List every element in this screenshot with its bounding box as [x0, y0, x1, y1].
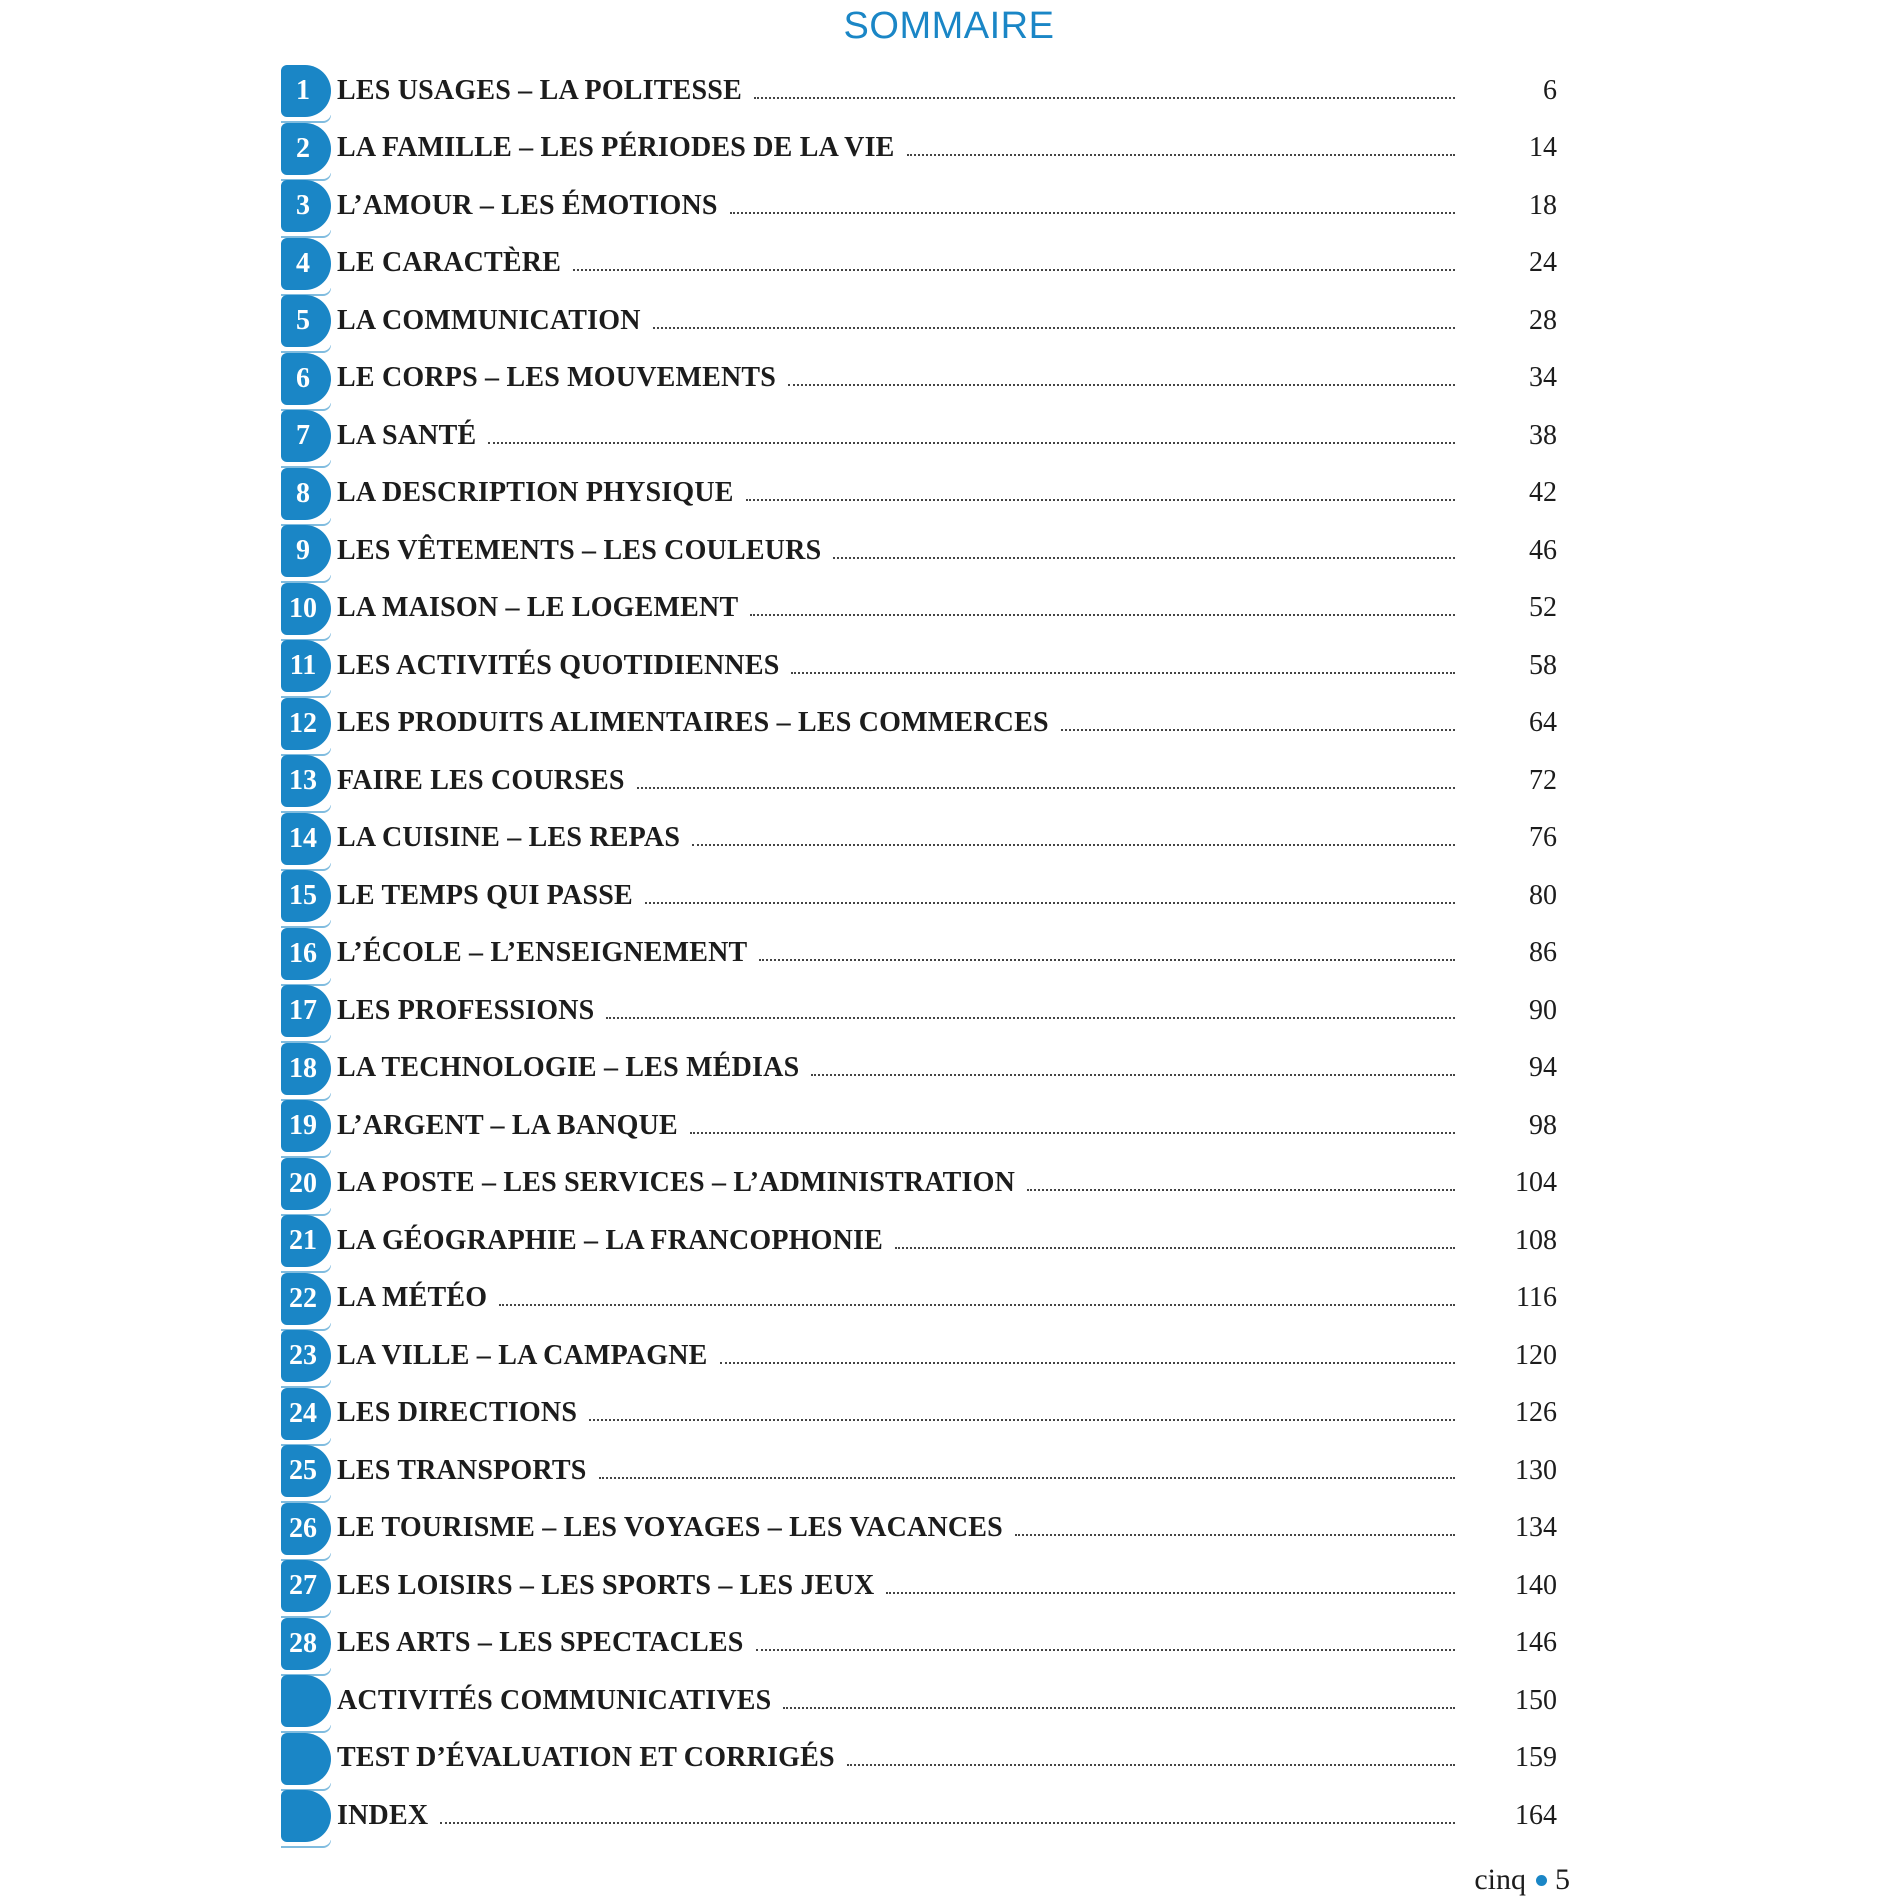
chapter-number-badge: 4 — [281, 238, 331, 290]
chapter-title: LA TECHNOLOGIE – LES MÉDIAS — [337, 1052, 800, 1084]
toc-entry[interactable] — [289, 637, 1557, 695]
chapter-title: LES DIRECTIONS — [337, 1397, 578, 1429]
toc-entry[interactable] — [296, 522, 1557, 580]
toc-entry[interactable] — [296, 120, 1557, 178]
footer-page-number: 5 — [1555, 1863, 1570, 1896]
dot-leader — [637, 787, 1455, 789]
chapter-number-badge — [281, 1733, 331, 1785]
page-footer — [1474, 1862, 1570, 1898]
dot-leader — [886, 1592, 1455, 1594]
chapter-title: LA MÉTÉO — [337, 1282, 488, 1314]
dot-leader — [833, 557, 1455, 559]
page-number: 38 — [1529, 419, 1557, 451]
toc-entry[interactable] — [296, 62, 1557, 120]
toc-entry[interactable] — [289, 1385, 1557, 1443]
chapter-number-badge: 14 — [281, 813, 331, 865]
dot-leader — [606, 1017, 1455, 1019]
page-number: 130 — [1515, 1454, 1557, 1486]
chapter-number-badge: 22 — [281, 1273, 331, 1325]
dot-leader — [788, 384, 1455, 386]
chapter-number-badge: 23 — [281, 1330, 331, 1382]
table-of-contents — [289, 62, 1557, 1845]
chapter-number-badge: 8 — [281, 468, 331, 520]
toc-entry[interactable] — [289, 810, 1557, 868]
dot-leader — [746, 499, 1455, 501]
chapter-number-badge: 17 — [281, 985, 331, 1037]
toc-entry[interactable] — [296, 177, 1557, 235]
page-number: 98 — [1529, 1109, 1557, 1141]
page-number: 52 — [1529, 592, 1557, 624]
page-number: 120 — [1515, 1339, 1557, 1371]
toc-entry[interactable] — [296, 350, 1557, 408]
chapter-number-badge: 27 — [281, 1560, 331, 1612]
chapter-title: LES PROFESSIONS — [337, 994, 595, 1026]
page-number: 64 — [1529, 707, 1557, 739]
toc-entry[interactable] — [337, 1787, 1557, 1845]
toc-entry[interactable] — [296, 465, 1557, 523]
dot-leader — [720, 1362, 1455, 1364]
chapter-title: TEST D’ÉVALUATION ET CORRIGÉS — [337, 1742, 835, 1774]
toc-entry[interactable] — [337, 1672, 1557, 1730]
toc-entry[interactable] — [296, 235, 1557, 293]
chapter-title: LES TRANSPORTS — [337, 1454, 587, 1486]
toc-entry[interactable] — [289, 1500, 1557, 1558]
chapter-number-badge: 21 — [281, 1215, 331, 1267]
toc-entry[interactable] — [289, 1212, 1557, 1270]
chapter-number-badge: 18 — [281, 1043, 331, 1095]
toc-entry[interactable] — [289, 752, 1557, 810]
page-number: 164 — [1515, 1799, 1557, 1831]
page-number: 6 — [1543, 74, 1557, 106]
chapter-title: LA POSTE – LES SERVICES – L’ADMINISTRATION — [337, 1167, 1016, 1199]
chapter-number-badge: 7 — [281, 410, 331, 462]
chapter-title: LA MAISON – LE LOGEMENT — [337, 592, 739, 624]
dot-leader — [440, 1822, 1455, 1824]
chapter-title: LE TOURISME – LES VOYAGES – LES VACANCES — [337, 1512, 1003, 1544]
page-number: 108 — [1515, 1224, 1557, 1256]
chapter-title: LA VILLE – LA CAMPAGNE — [337, 1339, 708, 1371]
page-number: 150 — [1515, 1684, 1557, 1716]
dot-leader — [847, 1764, 1455, 1766]
chapter-title: L’AMOUR – LES ÉMOTIONS — [337, 189, 718, 221]
toc-entry[interactable] — [289, 1040, 1557, 1098]
chapter-title: LES USAGES – LA POLITESSE — [337, 74, 742, 106]
dot-leader — [488, 442, 1455, 444]
chapter-title: LA COMMUNICATION — [337, 304, 641, 336]
dot-leader — [907, 154, 1455, 156]
page-number: 42 — [1529, 477, 1557, 509]
dot-leader — [573, 269, 1455, 271]
toc-entry[interactable] — [289, 1155, 1557, 1213]
chapter-number-badge: 5 — [281, 295, 331, 347]
dot-leader — [750, 614, 1455, 616]
page-number: 18 — [1529, 189, 1557, 221]
chapter-number-badge: 12 — [281, 698, 331, 750]
dot-leader — [499, 1304, 1455, 1306]
dot-leader — [1027, 1189, 1455, 1191]
dot-leader — [783, 1707, 1455, 1709]
chapter-number-badge: 9 — [281, 525, 331, 577]
page-number: 140 — [1515, 1569, 1557, 1601]
toc-entry[interactable] — [289, 1270, 1557, 1328]
chapter-title: ACTIVITÉS COMMUNICATIVES — [337, 1684, 772, 1716]
chapter-title: FAIRE LES COURSES — [337, 764, 625, 796]
page-number: 86 — [1529, 937, 1557, 969]
chapter-title: LA GÉOGRAPHIE – LA FRANCOPHONIE — [337, 1224, 884, 1256]
page-number: 46 — [1529, 534, 1557, 566]
chapter-title: LA SANTÉ — [337, 419, 477, 451]
page-number: 94 — [1529, 1052, 1557, 1084]
dot-leader — [811, 1074, 1455, 1076]
chapter-number-badge: 16 — [281, 928, 331, 980]
chapter-title: LA FAMILLE – LES PÉRIODES DE LA VIE — [337, 132, 895, 164]
page-number: 90 — [1529, 994, 1557, 1026]
page-number: 146 — [1515, 1627, 1557, 1659]
dot-leader — [756, 1649, 1455, 1651]
toc-entry[interactable] — [289, 1442, 1557, 1500]
chapter-number-badge: 19 — [281, 1100, 331, 1152]
dot-leader — [599, 1477, 1456, 1479]
chapter-number-badge: 24 — [281, 1388, 331, 1440]
dot-leader — [791, 672, 1455, 674]
toc-entry[interactable] — [296, 292, 1557, 350]
page-number: 116 — [1516, 1282, 1557, 1314]
page-number: 34 — [1529, 362, 1557, 394]
chapter-title: LE CORPS – LES MOUVEMENTS — [337, 362, 777, 394]
toc-entry[interactable] — [296, 407, 1557, 465]
chapter-number-badge: 1 — [281, 65, 331, 117]
page-number: 76 — [1529, 822, 1557, 854]
chapter-title: LA DESCRIPTION PHYSIQUE — [337, 477, 734, 509]
page-number: 58 — [1529, 649, 1557, 681]
chapter-number-badge: 25 — [281, 1445, 331, 1497]
chapter-title: LE TEMPS QUI PASSE — [337, 879, 633, 911]
chapter-title: LES ACTIVITÉS QUOTIDIENNES — [337, 649, 780, 681]
chapter-number-badge: 10 — [281, 583, 331, 635]
dot-leader — [730, 212, 1455, 214]
toc-entry[interactable] — [337, 1730, 1557, 1788]
toc-entry[interactable] — [289, 982, 1557, 1040]
toc-entry[interactable] — [289, 580, 1557, 638]
page-number: 24 — [1529, 247, 1557, 279]
toc-entry[interactable] — [289, 695, 1557, 753]
chapter-title: L’ÉCOLE – L’ENSEIGNEMENT — [337, 937, 748, 969]
dot-leader — [754, 97, 1455, 99]
footer-page-word: cinq — [1474, 1863, 1526, 1896]
chapter-number-badge: 28 — [281, 1618, 331, 1670]
chapter-number-badge — [281, 1790, 331, 1842]
dot-leader — [690, 1132, 1455, 1134]
dot-leader — [645, 902, 1455, 904]
chapter-number-badge: 26 — [281, 1503, 331, 1555]
chapter-title: INDEX — [337, 1799, 429, 1831]
dot-leader — [1015, 1534, 1455, 1536]
chapter-number-badge: 15 — [281, 870, 331, 922]
chapter-title: L’ARGENT – LA BANQUE — [337, 1109, 678, 1141]
toc-entry[interactable] — [289, 1327, 1557, 1385]
chapter-title: LES VÊTEMENTS – LES COULEURS — [337, 534, 822, 566]
dot-leader — [759, 959, 1455, 961]
page-number: 159 — [1515, 1742, 1557, 1774]
dot-leader — [653, 327, 1455, 329]
chapter-number-badge: 6 — [281, 353, 331, 405]
dot-leader — [589, 1419, 1455, 1421]
chapter-number-badge: 13 — [281, 755, 331, 807]
page-title: SOMMAIRE — [843, 5, 1055, 47]
chapter-number-badge: 20 — [281, 1158, 331, 1210]
page-number: 134 — [1515, 1512, 1557, 1544]
page-number: 14 — [1529, 132, 1557, 164]
dot-leader — [692, 844, 1455, 846]
dot-leader — [895, 1247, 1455, 1249]
chapter-number-badge: 11 — [281, 640, 331, 692]
page-number: 104 — [1515, 1167, 1557, 1199]
bullet-dot-icon — [1536, 1875, 1547, 1886]
chapter-number-badge: 3 — [281, 180, 331, 232]
chapter-title: LA CUISINE – LES REPAS — [337, 822, 681, 854]
chapter-number-badge — [281, 1675, 331, 1727]
page-number: 126 — [1515, 1397, 1557, 1429]
dot-leader — [1061, 729, 1455, 731]
page-number: 28 — [1529, 304, 1557, 336]
chapter-number-badge: 2 — [281, 123, 331, 175]
chapter-title: LE CARACTÈRE — [337, 247, 562, 279]
chapter-title: LES ARTS – LES SPECTACLES — [337, 1627, 744, 1659]
toc-entry[interactable] — [289, 1557, 1557, 1615]
toc-entry[interactable] — [289, 1615, 1557, 1673]
chapter-title: LES PRODUITS ALIMENTAIRES – LES COMMERCES — [337, 707, 1049, 739]
page-number: 80 — [1529, 879, 1557, 911]
page-number: 72 — [1529, 764, 1557, 796]
toc-entry[interactable] — [289, 925, 1557, 983]
toc-entry[interactable] — [289, 1097, 1557, 1155]
toc-entry[interactable] — [289, 867, 1557, 925]
chapter-title: LES LOISIRS – LES SPORTS – LES JEUX — [337, 1569, 875, 1601]
